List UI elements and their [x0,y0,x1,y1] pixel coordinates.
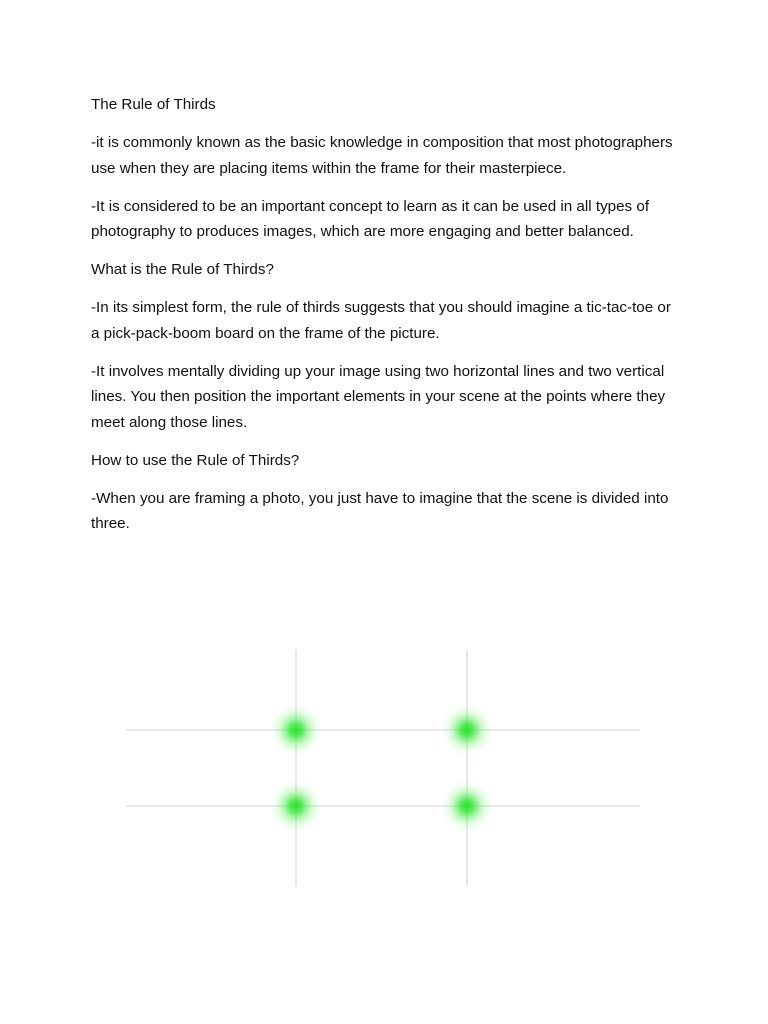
rule-of-thirds-grid [126,650,640,886]
intersection-point-bottom-right [439,778,495,834]
section-what-heading: What is the Rule of Thirds? [91,261,274,278]
section-how-paragraph-1: -When you are framing a photo, you just have to imagine that the scene is divided into three. [91,489,669,532]
document-title: The Rule of Thirds [91,96,216,113]
rule-of-thirds-figure [126,650,640,886]
intersection-point-top-right [439,702,495,758]
section-how-heading: How to use the Rule of Thirds? [91,451,300,469]
intersection-point-top-left [268,702,324,758]
intersection-point-bottom-left [268,778,324,834]
intro-paragraph-1: -it is commonly known as the basic knowledge in composition that most photographers use when they are placing items within the frame for their masterpiece. [91,134,673,177]
section-what-paragraph-2: -It involves mentally dividing up your image using two horizontal lines and two vertical lines. You then position the important elements in your scene at the points where they meet along those lines. [91,362,666,431]
section-what-paragraph-1: -In its simplest form, the rule of thirds suggests that you should imagine a tic-tac-toe or a pick-pack-boom board on the frame of the picture. [91,299,671,342]
document-body [91,92,681,549]
intro-paragraph-2: -It is considered to be an important concept to learn as it can be used in all types of photography to produces images, which are more engaging and better balanced. [91,197,650,240]
